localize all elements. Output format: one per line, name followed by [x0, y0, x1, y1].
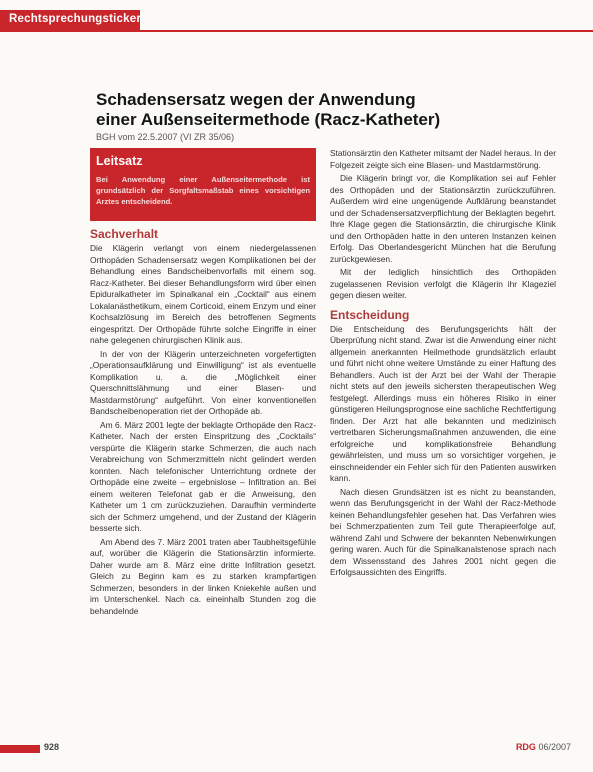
issue-number: 06/2007: [538, 742, 571, 752]
header-rule: [140, 30, 593, 32]
entscheidung-paragraph: Nach diesen Grundsätzen ist es nicht zu beanstanden, wenn das Berufungsgericht in der Wahl der Racz-Methode keinen Behandlungsfehler gesehen hat. Das Verfahren wies bei Schmerzpatienten zum Teil gute Therapieerfolge auf, während Zahl und Schwere der bekannten Nebenwirkungen gering waren. Auch für die Spinalkanalstenose sprach nach dem Wissensstand des Jahres 2001 nicht gegen die Erfolgsaussichten des Eingriffs.: [330, 486, 556, 577]
journal-abbreviation: RDG: [515, 742, 536, 752]
section-label: Rechtsprechungsticker: [9, 13, 142, 25]
body-paragraph: Stationsärztin den Katheter mitsamt der Nadel heraus. In der Folgezeit zeigte sich eine Blasen- und Mastdarmstörung.: [330, 148, 556, 170]
section-label-tab: [0, 10, 140, 32]
sachverhalt-paragraph: In der von der Klägerin unterzeichneten vorgefertigten „Operationsaufklärung und Einwilligung“ ist als eventuelle Komplikation u. a. die „Möglichkeit einer Querschnittslähmung und einer Blasen- und Mastdarmstörung“ aufgeführt. Von einer konventionellen Bandscheibenoperation riet der Orthopäde ab.: [90, 348, 316, 416]
leitsatz-heading: Leitsatz: [96, 154, 143, 168]
body-paragraph: Mit der lediglich hinsichtlich des Orthopäden zugelassenen Revision verfolgt die Klägerin ihr Klageziel gegen diesen weiter.: [330, 267, 556, 300]
footer-accent-bar: [0, 745, 40, 753]
page-number: 928: [44, 742, 60, 752]
entscheidung-paragraph: Die Entscheidung des Berufungsgerichts hält der Überprüfung nicht stand. Zwar ist die Anwendung einer nicht allgemein anerkannten Heilmethode grundsätzlich erlaubt und führt nicht ohne weitere Umstände zu einer Haftung des Behandlers. Auch ist der Arzt bei der Wahl der Therapie nicht stets auf den jeweils sichersten therapeutischen Weg festgelegt. Allerdings muss ein höheres Risiko in einer günstigeren Heilungsprognose eine sachliche Rechtfertigung finden. Der Arzt hat alle bekannten und medizinisch vertretbaren Sicherungsmaßnahmen anzuwenden, die eine erfolgreiche und komplikationsfreie Behandlung gewährleisten, und muss um so vorsichtiger vorgehen, je einschneidender ein Fehler sich für den Patienten auswirken kann.: [330, 323, 556, 483]
sachverhalt-paragraph: Die Klägerin verlangt von einem niedergelassenen Orthopäden Schadensersatz wegen Komplikationen bei der Behandlung eines Bandscheibenvorfalls mit einem sog. Racz-Katheter. Bei dieser Behandlungsform wird über einen Epiduralkatheter im Spinalkanal ein „Cocktail“ aus einem Lokalanästhetikum, einem Corticoid, einem Enzym und einer Kochsalzlösung im Bereich des betroffenen Segments eingespritzt. Der Orthopäde führte solche Eingriffe in einer nahe gelegenen chirurgischen Klinik aus.: [90, 243, 316, 345]
court-reference: BGH vom 22.5.2007 (VI ZR 35/06): [96, 132, 235, 142]
leitsatz-box: [90, 148, 316, 221]
body-paragraph: Die Klägerin bringt vor, die Komplikation sei auf Fehler des Orthopäden und der Stationsärztin zurückzuführen. Außerdem wird eine ungenügende Aufklärung beanstandet und der Schadensersatzverpflichtung der Beklagten begehrt. Ihre Klage gegen die Stationsärztin, die chirurgische Klinik und den Orthopäden hatte in den unteren Instanzen keinen Erfolg. Das Oberlandesgericht München hat die Berufung zurückgewiesen.: [330, 173, 556, 264]
left-column: [90, 148, 316, 619]
right-column: [330, 148, 556, 581]
journal-issue: [516, 742, 571, 752]
sachverhalt-heading: Sachverhalt: [90, 227, 159, 241]
sachverhalt-paragraph: Am Abend des 7. März 2001 traten aber Taubheitsgefühle auf, worüber die Klägerin die Stationsärztin informierte. Daher wurde am 8. März eine dritte Infiltration gesetzt. Gleich zu Beginn kam es zu starken krampfartigen Schmerzen, besonders in der linken Kniekehle außen und im Unterschenkel. Nach ca. eineinhalb Stunden zog die behandelnde: [90, 536, 316, 616]
article-title: Schadensersatz wegen der Anwendung einer Außenseitermethode (Racz-Katheter): [96, 90, 441, 129]
leitsatz-text: Bei Anwendung einer Außenseitermethode ist grundsätzlich der Sorgfaltsmaßstab eines vorsichtigen Arztes entscheidend.: [96, 175, 310, 206]
entscheidung-heading: Entscheidung: [330, 307, 410, 322]
sachverhalt-paragraph: Am 6. März 2001 legte der beklagte Orthopäde den Racz-Katheter. Nach der ersten Einspritzung des „Cocktails“ verspürte die Klägerin starke Schmerzen, die auch nach Verabreichung von Schmerzmitteln nicht gelindert werden konnten. Nach telefonischer Unterrichtung ordnete der Orthopäde eine zweite – ergebnislose – Infiltration an. Bei einem weiteren Telefonat gab er die Anweisung, den Katheter um 1 cm zurückzuziehen. Daraufhin verminderte sich der Schmerz umgehend, und der Zustand der Klägerin besserte sich.: [90, 419, 316, 533]
